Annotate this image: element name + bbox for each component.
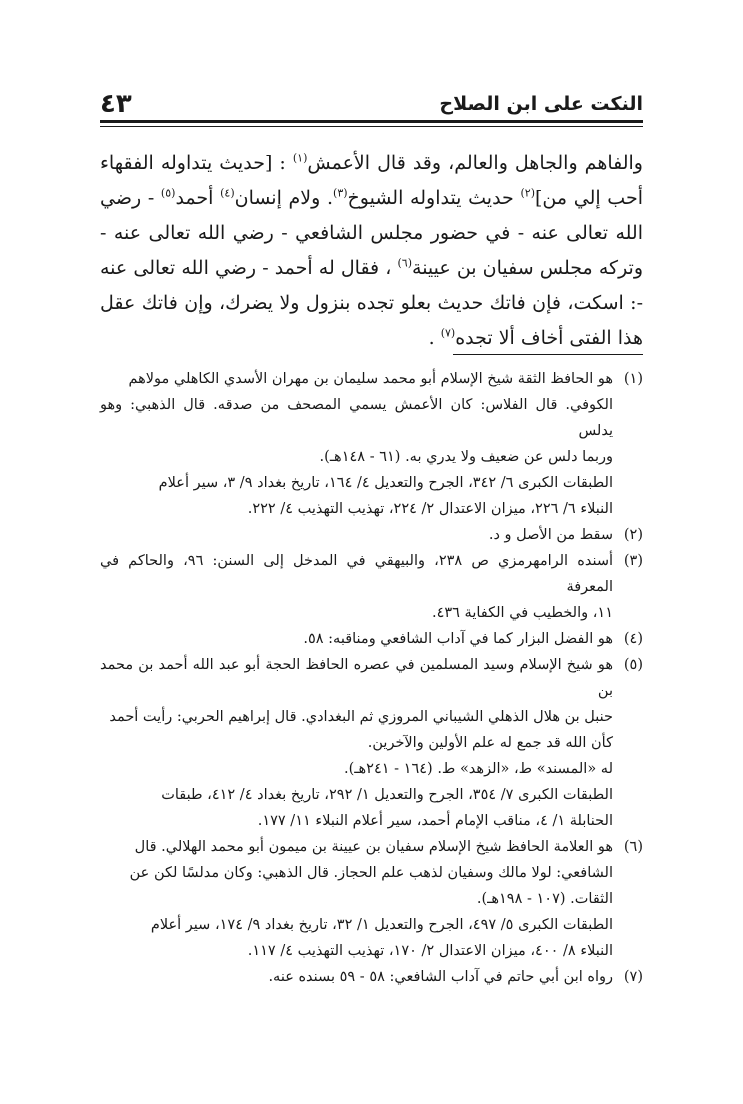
footnote-7 xyxy=(100,964,643,990)
page-header xyxy=(100,90,643,118)
footnote-line: الطبقات الكبرى ٧/ ٣٥٤، الجرح والتعديل ١/ ٢٩٢، تاريخ بغداد ٤/ ٤١٢، طبقات xyxy=(161,787,613,803)
footnote-line: هو العلامة الحافظ شيخ الإسلام سفيان بن عيينة بن ميمون أبو محمد الهلالي. قال xyxy=(134,839,613,855)
footnote-number: (٤) xyxy=(623,631,643,647)
body-text-segment: . xyxy=(428,327,441,349)
footnote-line: له «المسند» ط، «الزهد» ط. (١٦٤ - ٢٤١هـ). xyxy=(344,761,613,777)
footnote-ref-1[interactable]: (١) xyxy=(292,151,308,165)
body-text-segment: ، xyxy=(385,257,398,279)
footnote-line: هو شيخ الإسلام وسيد المسلمين في عصره الحافظ الحجة أبو عبد الله أحمد بن محمد بن xyxy=(100,657,613,699)
footnote-2 xyxy=(100,522,643,548)
footnote-line: كأن الله قد جمع له علم الأولين والآخرين. xyxy=(367,735,613,751)
body-text-segment: أحمد xyxy=(175,187,221,209)
footnote-number: (٦) xyxy=(623,839,643,855)
page-number: ٤٣ xyxy=(100,89,132,119)
footnote-line: الطبقات الكبرى ٥/ ٤٩٧، الجرح والتعديل ١/ ٣٢، تاريخ بغداد ٩/ ١٧٤، سير أعلام xyxy=(150,917,613,933)
footnote-line: هو الفضل البزار كما في آداب الشافعي ومناقبه: ٥٨. xyxy=(303,631,613,647)
footnote-body xyxy=(100,548,613,626)
footnote-line: وربما دلس عن ضعيف ولا يدري به. (٦١ - ١٤٨هـ). xyxy=(319,449,613,465)
footnote-ref-5[interactable]: (٥) xyxy=(160,186,176,200)
body-text-segment: ولا يضرك، وإن فاتك عقل هذا الفتى أخاف ألا تجده xyxy=(100,292,643,349)
footnote-4 xyxy=(100,626,643,652)
footnote-ref-3[interactable]: (٣) xyxy=(333,186,348,200)
footnote-line: أسنده الرامهرمزي ص ٢٣٨، والبيهقي في المدخل إلى السنن: ٩٦، والحاكم في المعرفة xyxy=(100,553,613,595)
body-text-segment: . ولام إنسان xyxy=(234,187,334,209)
footnote-line: الطبقات الكبرى ٦/ ٣٤٢، الجرح والتعديل ٤/ ١٦٤، تاريخ بغداد ٩/ ٣، سير أعلام xyxy=(158,475,613,491)
footnote-number: (٣) xyxy=(623,553,643,569)
body-text-segment: فقال له أحمد - رضي الله تعالى عنه -: اسكت، فإن فاتك حديث بعلو تجده بنزول xyxy=(100,257,643,314)
body-paragraph xyxy=(100,146,643,356)
footnote-5 xyxy=(100,652,643,834)
footnote-line: رواه ابن أبي حاتم في آداب الشافعي: ٥٨ - ٥٩ بسنده عنه. xyxy=(268,969,613,985)
footnote-6 xyxy=(100,834,643,964)
footnote-line: الحنابلة ١/ ٤، مناقب الإمام أحمد، سير أعلام النبلاء ١١/ ١٧٧. xyxy=(257,813,613,829)
footnote-line: الكوفي. قال الفلاس: كان الأعمش يسمي المصحف من صدقه. قال الذهبي: وهو يدلس xyxy=(100,397,613,439)
footnote-1 xyxy=(100,366,643,522)
footnote-number: (١) xyxy=(623,371,643,387)
footnote-body xyxy=(100,366,613,522)
footnote-line: الثقات. (١٠٧ - ١٩٨هـ). xyxy=(476,891,613,907)
footnote-line: سقط من الأصل و د. xyxy=(488,527,613,543)
footnote-body xyxy=(100,626,613,652)
footnote-ref-7[interactable]: (٧) xyxy=(440,326,456,340)
body-text-segment: والفاهم والجاهل والعالم، وقد قال الأعمش xyxy=(307,152,643,174)
main-text xyxy=(100,146,643,356)
footnote-line: الشافعي: لولا مالك وسفيان لذهب علم الحجاز. قال الذهبي: وكان مدلسًا لكن عن xyxy=(129,865,613,881)
body-text-segment: من] xyxy=(535,187,568,209)
running-title: النكت على ابن الصلاح xyxy=(439,93,643,115)
footnote-body xyxy=(100,652,613,834)
footnote-number: (٥) xyxy=(623,657,643,673)
footnote-line: حنبل بن هلال الذهلي الشيباني المروزي ثم البغدادي. قال إبراهيم الحربي: رأيت أحمد xyxy=(109,709,613,725)
body-text-segment: - رضي الله تعالى عنه - في xyxy=(100,187,644,244)
footnote-separator xyxy=(453,354,643,355)
footnote-line: هو الحافظ الثقة شيخ الإسلام أبو محمد سليمان بن مهران الأسدي الكاهلي مولاهم xyxy=(128,371,613,387)
footnote-ref-4[interactable]: (٤) xyxy=(220,186,235,200)
footnote-body xyxy=(100,964,613,990)
body-text-segment: : [حديث يتداوله الفقهاء أحب إلي xyxy=(100,152,643,209)
footnote-ref-2[interactable]: (٢) xyxy=(520,186,535,200)
body-text-segment: حضور مجلس الشافعي - رضي الله تعالى عنه - وتركه مجلس سفيان بن عيينة xyxy=(100,222,644,279)
footnote-number: (٢) xyxy=(623,527,643,543)
footnote-line: النبلاء ٨/ ٤٠٠، ميزان الاعتدال ٢/ ١٧٠، تهذيب التهذيب ٤/ ١١٧. xyxy=(247,943,613,959)
footnote-body xyxy=(100,834,613,964)
footnote-3 xyxy=(100,548,643,626)
body-text-segment: حديث يتداوله الشيوخ xyxy=(347,187,521,209)
footnote-ref-6[interactable]: (٦) xyxy=(397,256,413,270)
footnote-body xyxy=(100,522,613,548)
header-rule-thin xyxy=(100,126,643,127)
footnote-line: ١١، والخطيب في الكفاية ٤٣٦. xyxy=(431,605,613,621)
header-rule-thick xyxy=(100,120,643,123)
footnote-number: (٧) xyxy=(623,969,643,985)
footnote-line: النبلاء ٦/ ٢٢٦، ميزان الاعتدال ٢/ ٢٢٤، تهذيب التهذيب ٤/ ٢٢٢. xyxy=(247,501,613,517)
footnotes-section xyxy=(100,366,643,990)
